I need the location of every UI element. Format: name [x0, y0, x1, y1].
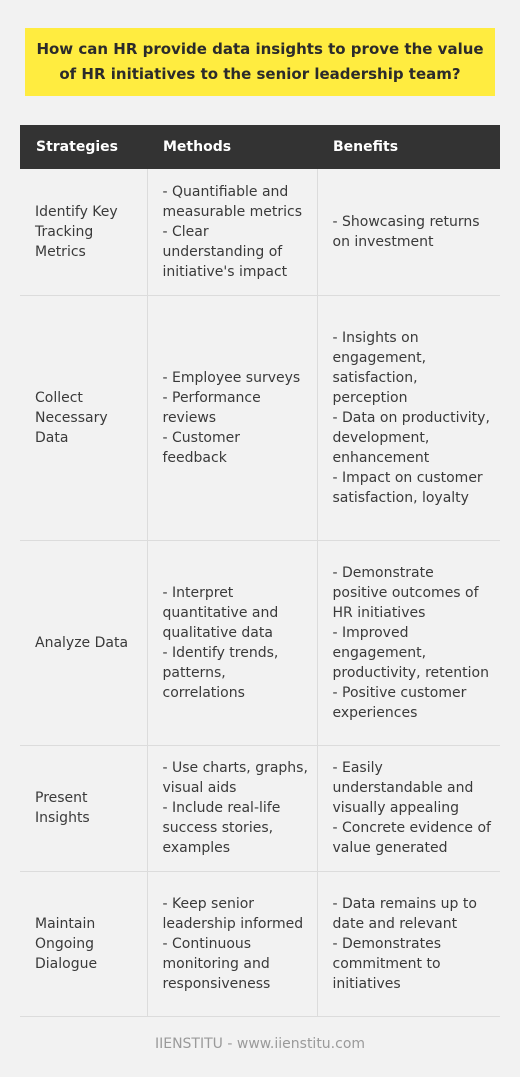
- table-row: [20, 295, 500, 540]
- method-item: - Quantifiable and measurable metrics: [162, 183, 303, 220]
- benefit-item: - Demonstrates commitment to initiatives: [332, 935, 441, 992]
- table-row: [20, 745, 500, 871]
- table-row: [20, 540, 500, 745]
- strategy-text: Identify Key Tracking Metrics: [35, 203, 118, 260]
- strategy-table: [20, 125, 500, 1017]
- strategy-cell: [20, 540, 147, 745]
- strategy-text: Analyze Data: [35, 634, 129, 651]
- column-header-methods: Methods: [147, 125, 317, 169]
- method-item: - Customer feedback: [162, 429, 241, 466]
- strategy-text: Maintain Ongoing Dialogue: [35, 915, 98, 972]
- strategy-cell: [20, 295, 147, 540]
- benefits-cell: [317, 745, 500, 871]
- page-title: How can HR provide data insights to prove the value of HR initiatives to the senior leadership team?: [36, 40, 484, 83]
- benefit-item: - Demonstrate positive outcomes of HR initiatives: [332, 564, 479, 621]
- method-item: - Clear understanding of initiative's impact: [162, 223, 288, 280]
- methods-cell: [147, 169, 317, 295]
- strategy-cell: [20, 871, 147, 1016]
- benefit-item: - Positive customer experiences: [332, 684, 467, 721]
- strategy-cell: [20, 745, 147, 871]
- method-item: - Identify trends, patterns, correlations: [162, 644, 279, 701]
- benefits-cell: [317, 169, 500, 295]
- benefits-cell: [317, 540, 500, 745]
- table-row: [20, 169, 500, 295]
- benefit-item: - Data remains up to date and relevant: [332, 895, 477, 932]
- table-row: [20, 871, 500, 1016]
- benefit-item: - Impact on customer satisfaction, loyalty: [332, 469, 483, 506]
- benefit-item: - Concrete evidence of value generated: [332, 820, 491, 856]
- table-header-row: [20, 125, 500, 169]
- method-item: - Keep senior leadership informed: [162, 895, 304, 932]
- title-banner: [25, 28, 495, 96]
- benefit-item: - Easily understandable and visually appealing: [332, 760, 474, 816]
- benefit-item: - Data on productivity, development, enhancement: [332, 409, 490, 466]
- benefit-item: - Improved engagement, productivity, retention: [332, 624, 489, 681]
- methods-cell: [147, 295, 317, 540]
- method-item: - Include real-life success stories, examples: [162, 800, 281, 856]
- methods-cell: [147, 540, 317, 745]
- benefit-item: - Showcasing returns on investment: [332, 213, 480, 250]
- method-item: - Continuous monitoring and responsiveness: [162, 935, 271, 992]
- column-header-benefits: Benefits: [317, 125, 500, 169]
- strategy-cell: [20, 169, 147, 295]
- benefits-cell: [317, 871, 500, 1016]
- benefit-item: - Insights on engagement, satisfaction, perception: [332, 329, 427, 406]
- method-item: - Employee surveys: [162, 369, 301, 386]
- strategy-text: Present Insights: [35, 790, 90, 826]
- method-item: - Performance reviews: [162, 389, 261, 426]
- methods-cell: [147, 745, 317, 871]
- strategy-text: Collect Necessary Data: [35, 389, 108, 446]
- method-item: - Use charts, graphs, visual aids: [162, 760, 308, 796]
- footer-credit: IIENSTITU - www.iienstitu.com: [154, 1036, 366, 1052]
- benefits-cell: [317, 295, 500, 540]
- method-item: - Interpret quantitative and qualitative data: [162, 584, 279, 641]
- methods-cell: [147, 871, 317, 1016]
- column-header-strategies: Strategies: [20, 125, 147, 169]
